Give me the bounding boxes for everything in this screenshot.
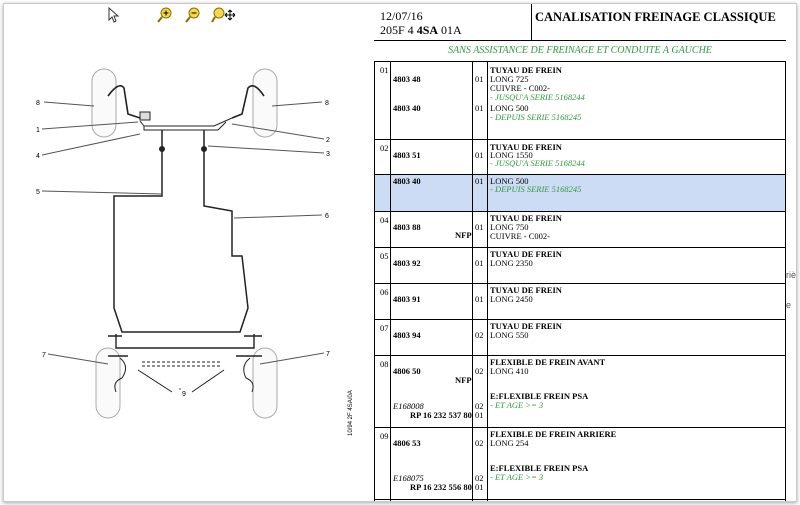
callout-left-2: 1 [36, 127, 40, 134]
viewer-toolbar [4, 4, 372, 26]
callout-left-3: 4 [36, 153, 40, 160]
diagram-viewer [4, 4, 372, 501]
table-row[interactable]: 02 4803 51 01 TUYAU DE FREIN LONG 1550 - JUSQU'A SERIE 5168244 [374, 140, 786, 175]
header-model: 205F 4 4SA 01A [380, 23, 462, 37]
zoom-move-icon[interactable] [211, 7, 235, 23]
column-divider [487, 62, 488, 501]
column-divider [374, 62, 375, 501]
front-right-wheel [253, 69, 277, 137]
callout-right-3: 3 [326, 151, 330, 158]
arrow-cursor-icon[interactable] [106, 7, 122, 23]
table-row[interactable]: 05 4803 92 01 TUYAU DE FREIN LONG 2350 [374, 248, 786, 284]
column-divider [785, 62, 786, 501]
callout-right-5: 7 [326, 351, 330, 358]
callout-left-5: 7 [42, 352, 46, 359]
table-row[interactable]: 01 4803 48 01 TUYAU DE FREIN LONG 725 CUIVRE - C002- - JUSQU'A SERIE 5168244 4803 40 01 LONG 500 - DEPUIS SERIE 5168245 [374, 62, 786, 140]
background-text-fragment: riè [786, 270, 797, 280]
header-date: 12/07/16 [380, 9, 423, 23]
table-row[interactable]: 09 4806 53 02 FLEXIBLE DE FREIN ARRIERE LONG 254 E:FLEXIBLE FREIN PSA - ET AGE >= 3 E168075 02 RP 16 232 556 80 01 [374, 428, 786, 500]
callout-right-4: 6 [325, 213, 329, 220]
parts-header [374, 4, 786, 41]
table-row[interactable]: 04 4803 88 NFP 01 TUYAU DE FREIN LONG 750 CUIVRE - C002- [374, 212, 786, 248]
table-row[interactable]: 08 4806 50 NFP 02 FLEXIBLE DE FREIN AVANT LONG 410 E:FLEXIBLE FREIN PSA - ET AGE >= 3 E168008 02 RP 16 232 537 80 01 [374, 356, 786, 428]
app-window [3, 3, 797, 502]
rear-right-wheel [253, 348, 277, 418]
page-subtitle: SANS ASSISTANCE DE FREINAGE ET CONDUITE A GAUCHE [374, 41, 786, 62]
callout-right-2: 2 [326, 137, 330, 144]
brake-line-diagram [4, 26, 372, 456]
zoom-in-icon[interactable] [157, 7, 173, 23]
table-row[interactable]: 06 4803 91 01 TUYAU DE FREIN LONG 2450 [374, 284, 786, 320]
zoom-out-icon[interactable] [185, 7, 201, 23]
background-text-fragment: e [786, 300, 792, 310]
drawing-stamp: 10/94 2F 4SA/0A [348, 390, 354, 436]
column-divider [390, 62, 391, 501]
table-row-selected[interactable]: 4803 40 01 LONG 500 - DEPUIS SERIE 5168245 [374, 175, 786, 212]
front-left-wheel [92, 69, 116, 137]
page-title: CANALISATION FREINAGE CLASSIQUE [535, 10, 776, 24]
column-divider [472, 62, 473, 501]
rear-left-wheel [96, 348, 120, 418]
table-row[interactable]: 07 4803 94 02 TUYAU DE FREIN LONG 550 [374, 320, 786, 356]
callout-left-1: 8 [36, 100, 40, 107]
callout-right-1: 8 [325, 100, 329, 107]
callout-bottom: 9 [182, 391, 186, 398]
parts-list-panel [374, 4, 796, 501]
callout-left-4: 5 [36, 189, 40, 196]
